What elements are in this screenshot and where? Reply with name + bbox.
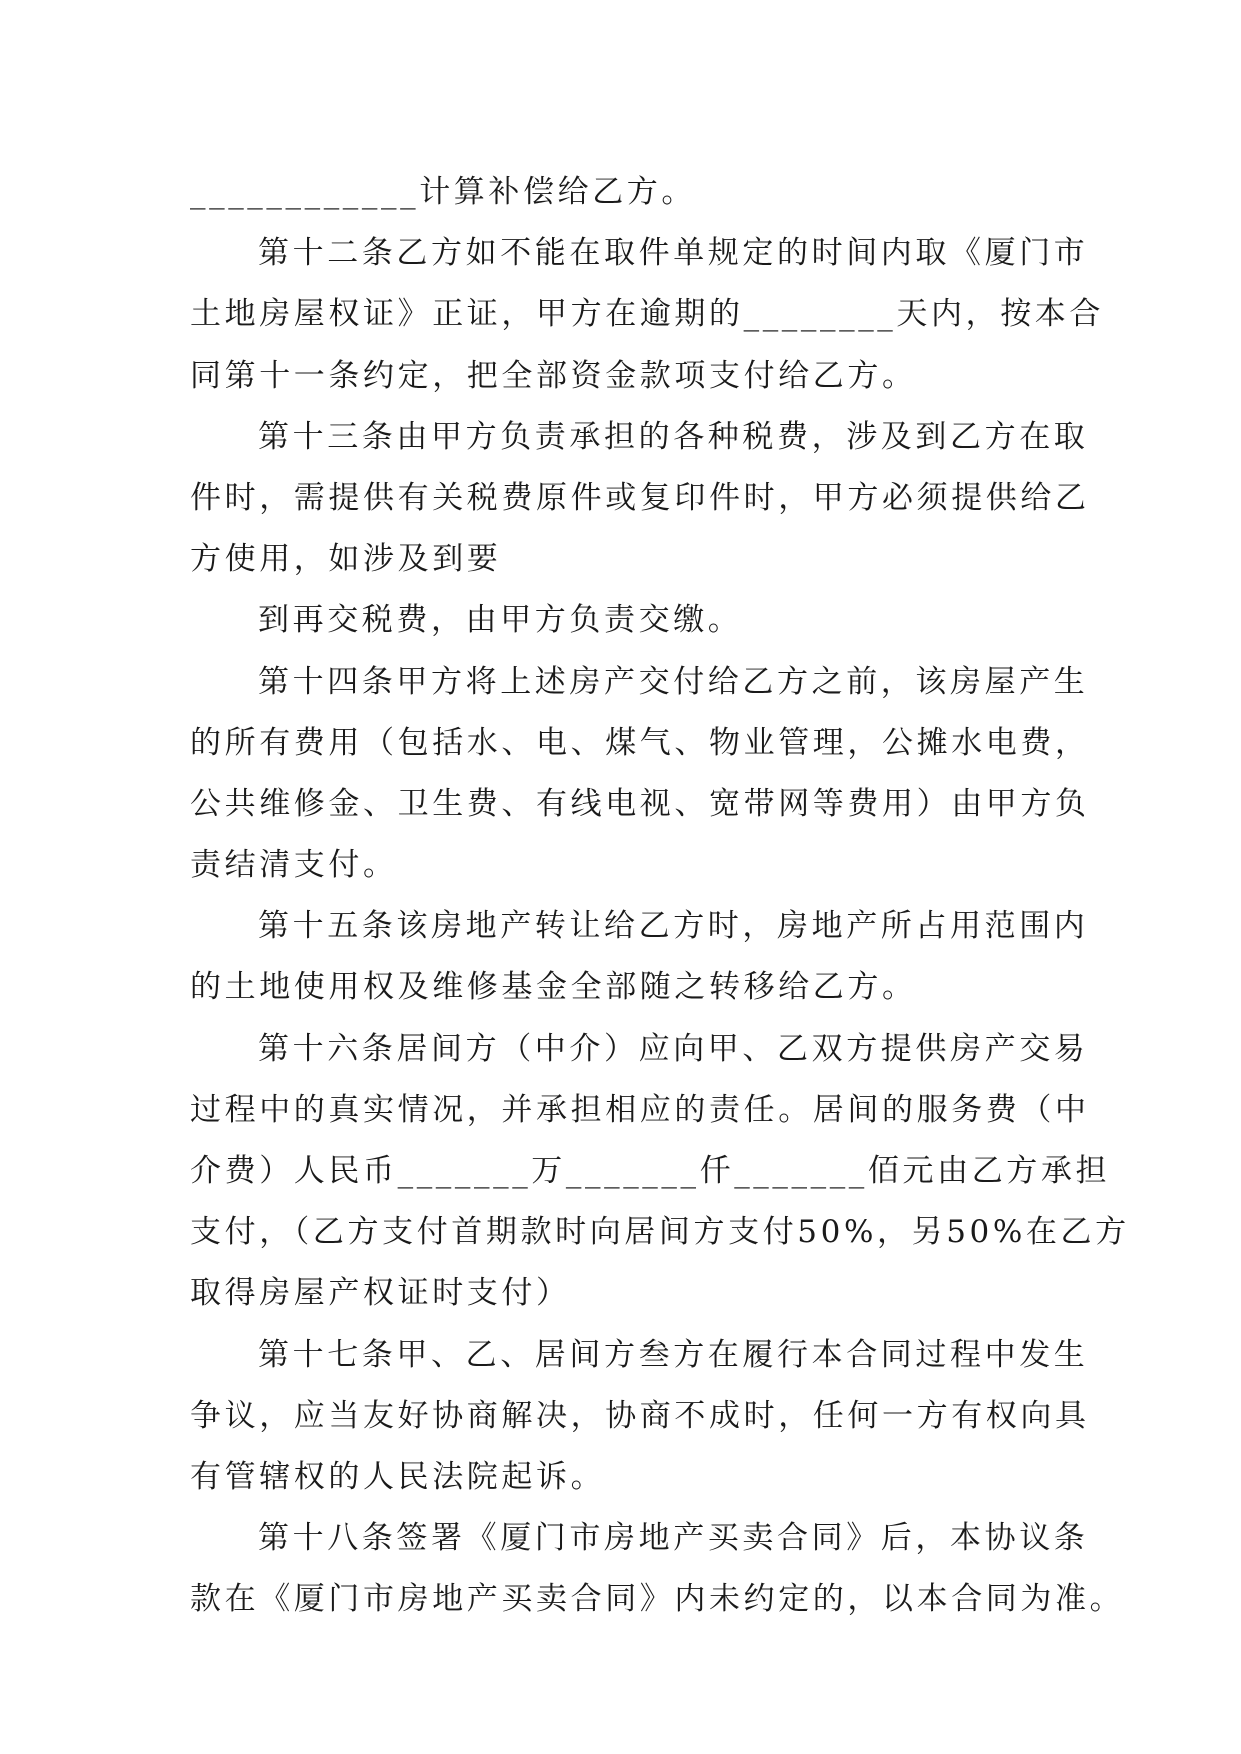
text-line: 的所有费用（包括水、电、煤气、物业管理，公摊水电费， (190, 724, 1090, 761)
text-line: 介费）人民币_______万_______仟_______佰元由乙方承担 (190, 1153, 1111, 1189)
text-line: 有管辖权的人民法院起诉。 (190, 1458, 606, 1495)
text-line: 件时，需提供有关税费原件或复印件时，甲方必须提供给乙 (190, 479, 1090, 516)
text-line: 第十四条甲方将上述房产交付给乙方之前，该房屋产生 (258, 663, 1089, 700)
text-line: 第十六条居间方（中介）应向甲、乙双方提供房产交易 (258, 1030, 1089, 1067)
text-line: ____________计算补偿给乙方。 (190, 174, 696, 210)
text-line: 公共维修金、卫生费、有线电视、宽带网等费用）由甲方负 (190, 785, 1090, 822)
text-line: 第十七条甲、乙、居间方叁方在履行本合同过程中发生 (258, 1336, 1089, 1373)
text-line: 第十八条签署《厦门市房地产买卖合同》后，本协议条 (258, 1520, 1089, 1557)
text-line: 第十二条乙方如不能在取件单规定的时间内取《厦门市 (258, 235, 1089, 272)
text-line: 到再交税费，由甲方负责交缴。 (258, 602, 743, 639)
text-line: 第十三条由甲方负责承担的各种税费，涉及到乙方在取 (258, 418, 1089, 455)
text-line: 争议，应当友好协商解决，协商不成时，任何一方有权向具 (190, 1397, 1090, 1434)
text-line: 第十五条该房地产转让给乙方时，房地产所占用范围内 (258, 908, 1089, 945)
text-line: 责结清支付。 (190, 847, 398, 884)
text-line: 款在《厦门市房地产买卖合同》内未约定的，以本合同为准。 (190, 1581, 1125, 1618)
text-line: 过程中的真实情况，并承担相应的责任。居间的服务费（中 (190, 1091, 1090, 1128)
text-line: 土地房屋权证》正证，甲方在逾期的________天内，按本合 (190, 296, 1104, 333)
text-line: 支付，（乙方支付首期款时向居间方支付50%，另50%在乙方 (190, 1214, 1130, 1251)
text-line: 的土地使用权及维修基金全部随之转移给乙方。 (190, 969, 917, 1006)
text-line: 同第十一条约定，把全部资金款项支付给乙方。 (190, 357, 917, 394)
contract-body (190, 162, 1130, 1631)
text-line: 取得房屋产权证时支付） (190, 1275, 571, 1312)
text-line: 方使用，如涉及到要 (190, 541, 502, 578)
